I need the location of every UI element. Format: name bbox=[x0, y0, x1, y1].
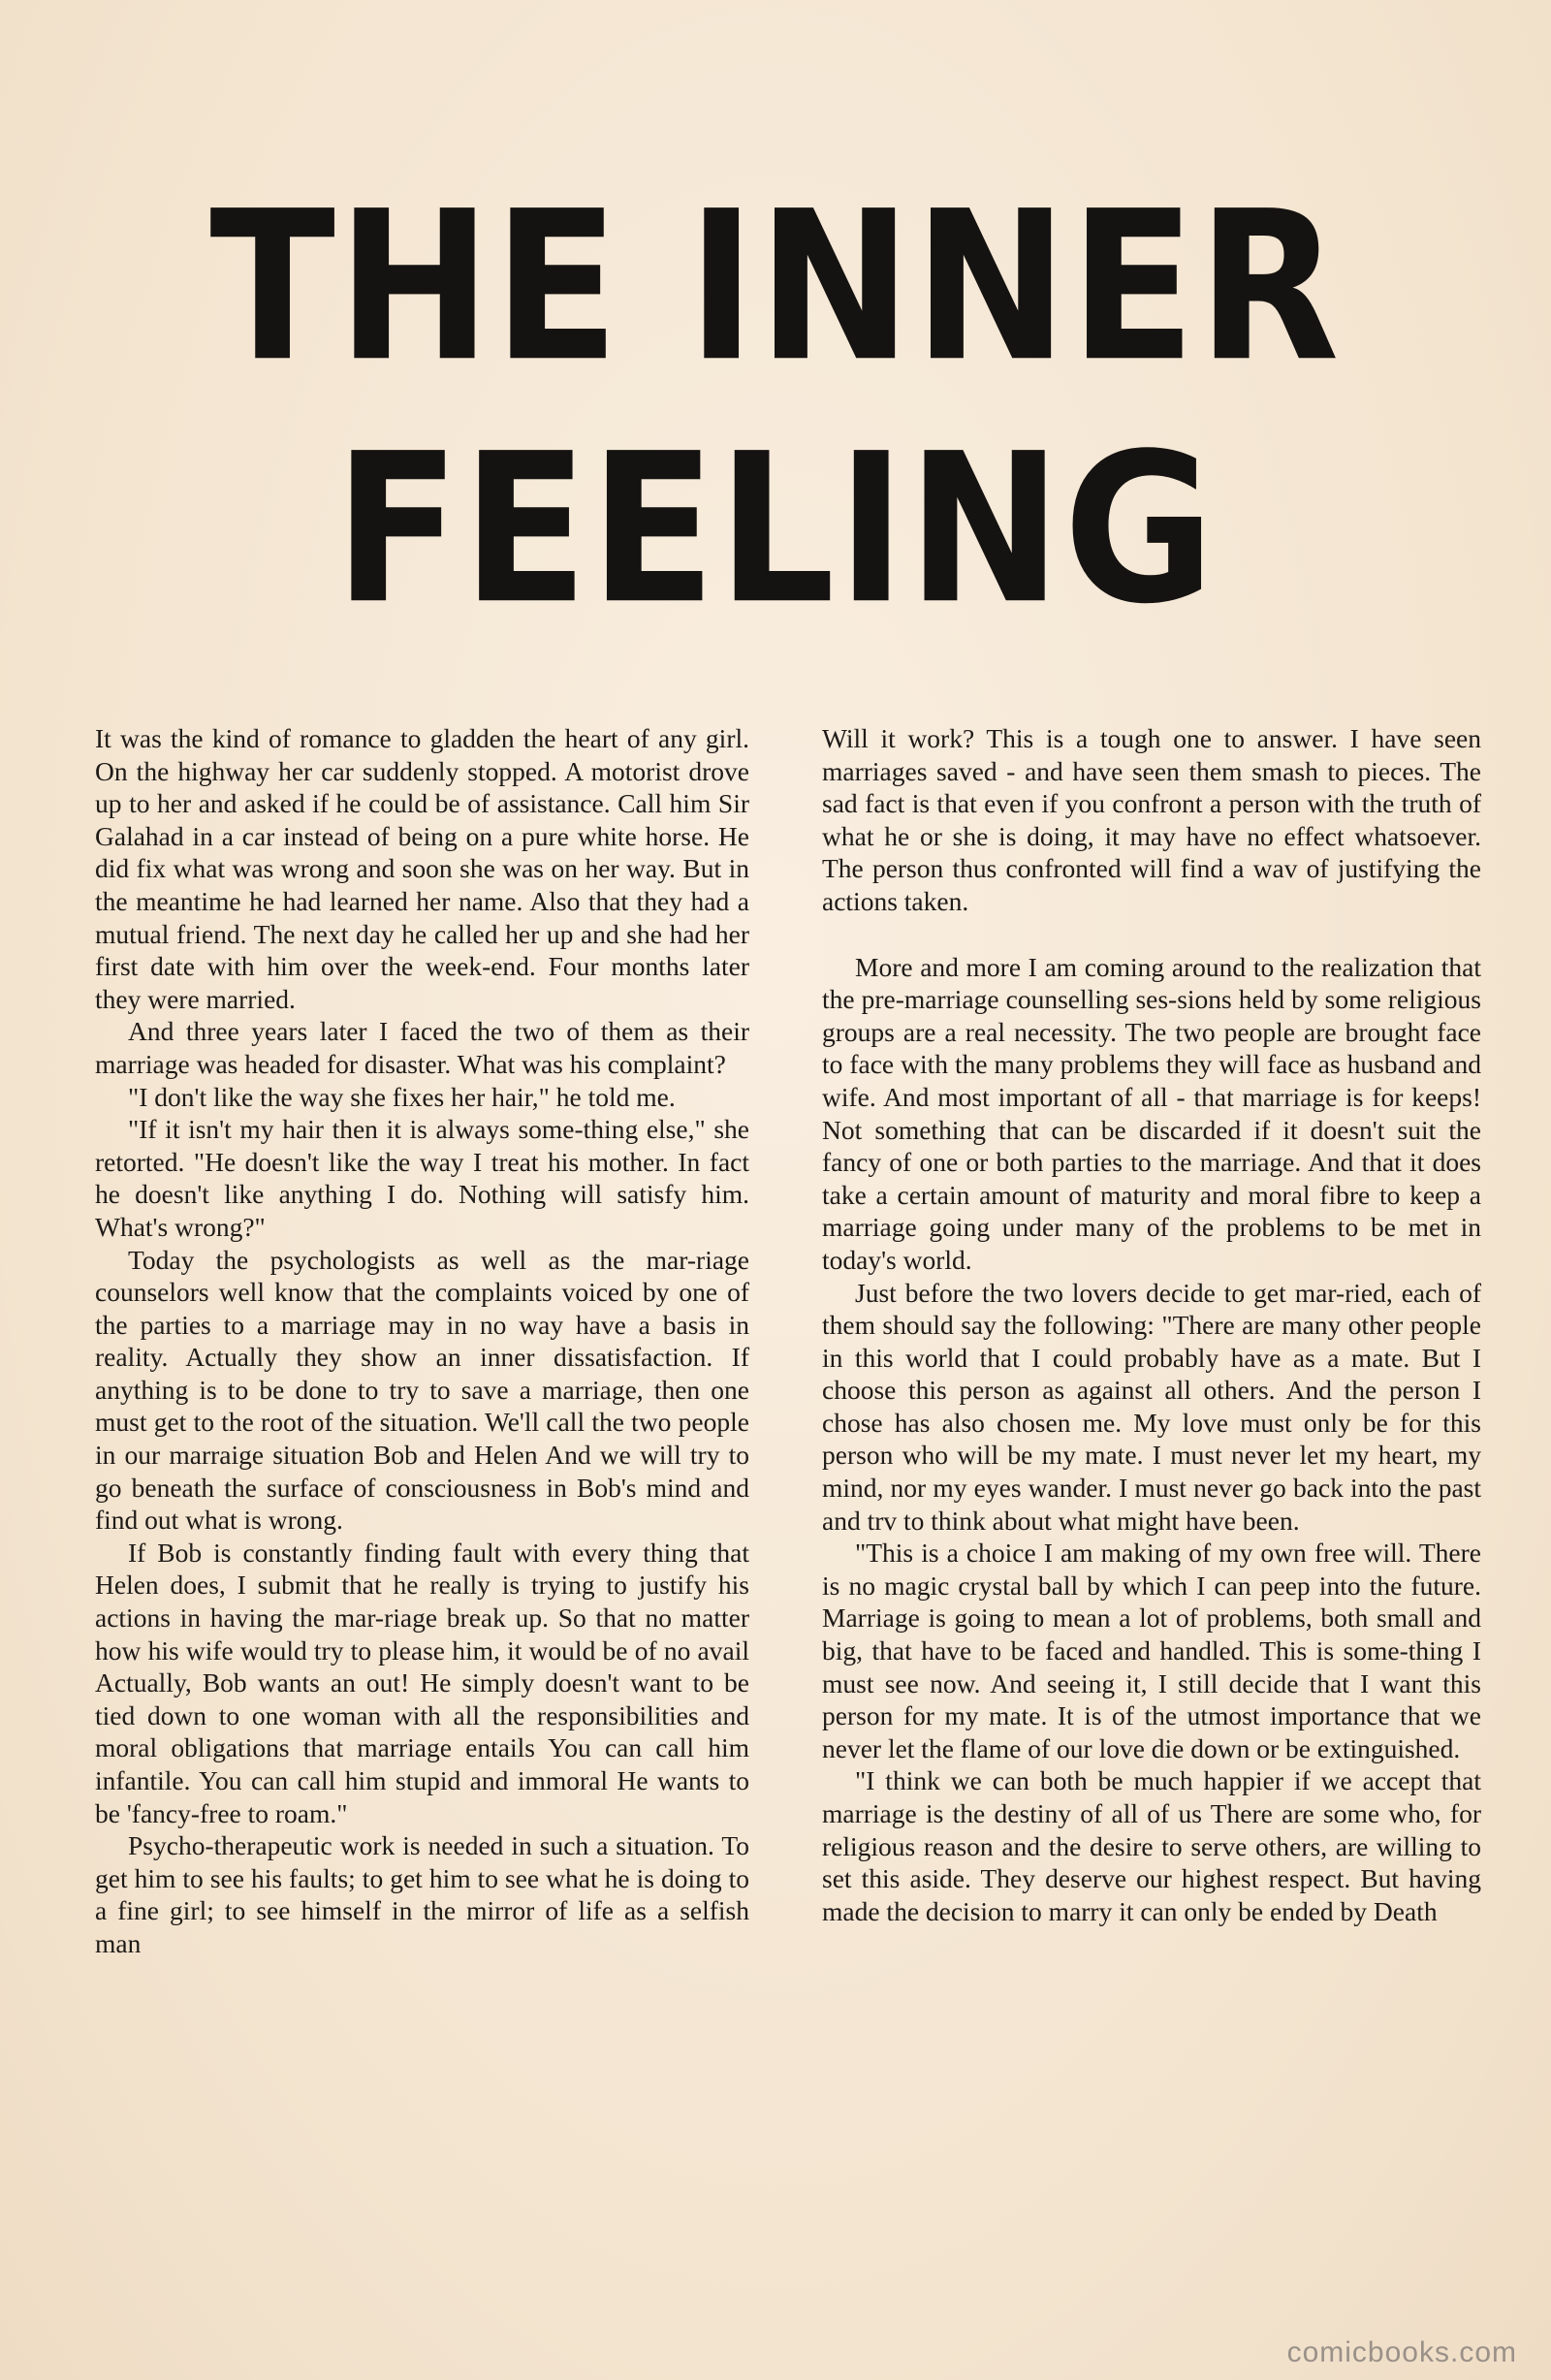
paragraph: "This is a choice I am making of my own free will. There is no magic crystal ball by which I can peep into the future. Marriage is going to mean a lot of problems, both small and big, that have to be faced and handled. This is some-thing I must see now. And seeing it, I still decide that I want this person for my mate. It is of the utmost importance that we never let the flame of our love die down or be extinguished. bbox=[822, 1538, 1481, 1763]
paragraph: "I think we can both be much happier if we accept that marriage is the destiny of all of us There are some who, for religious reason and the desire to serve others, are willing to set this aside. They deserve our highest respect. But having made the decision to marry it can only be ended by Death bbox=[822, 1765, 1481, 1926]
paragraph: And three years later I faced the two of them as their marriage was headed for disaster. What was his complaint? bbox=[95, 1016, 749, 1079]
paragraph: Just before the two lovers decide to get mar-ried, each of them should say the following: "There are many other people in this world that I could probably have as a mate. But I choose this person as against all others. And the person I chose has also chosen me. My love must only be for this person who will be my mate. I must never let my heart, my mind, nor my eyes wander. I must never go back into the past and trv to think about what might have been. bbox=[822, 1277, 1481, 1536]
paragraph: "I don't like the way she fixes her hair," he told me. bbox=[128, 1081, 676, 1112]
paragraph: If Bob is constantly finding fault with every thing that Helen does, I submit that he really is trying to justify his actions in having the mar-riage break up. So that no matter how his wife would try to please him, it would be of no avail Actually, Bob wants an out! He simply doesn't want to be tied down to one woman with all the responsibilities and moral obligations that marriage entails You can call him infantile. You can call him stupid and immoral He wants to be 'fancy-free to roam." bbox=[95, 1537, 749, 1828]
paragraph: More and more I am coming around to the realization that the pre-marriage counselling ses-sions held by some religious groups are a real necessity. The two people are brought face to face with the many problems they will face as husband and wife. And most important of all - that marriage is for keeps! Not something that can be discarded if it doesn't suit the fancy of one or both parties to the marriage. And that it does take a certain amount of maturity and moral fibre to keep a marriage going under many of the problems to be met in today's world. bbox=[822, 951, 1481, 1275]
paragraph: Will it work? This is a tough one to answer. I have seen marriages saved - and have seen them smash to pieces. The sad fact is that even if you confront a person with the truth of what he or she is doing, it may have no effect whatsoever. The person thus confronted will find a wav of justifying the actions taken. bbox=[822, 723, 1481, 916]
paragraph: Today the psychologists as well as the mar-riage counselors well know that the complaints voiced by one of the parties to a marriage may in no way have a basis in reality. Actually they show an inner dissatisfaction. If anything is to be done to try to save a marriage, then one must get to the root of the situation. We'll call the two people in our marraige situation Bob and Helen And we will try to go beneath the surface of consciousness in Bob's mind and find out what is wrong. bbox=[95, 1244, 749, 1536]
title-line-2: FEELING bbox=[333, 409, 1218, 650]
left-column bbox=[95, 722, 749, 1960]
paragraph: It was the kind of romance to gladden the heart of any girl. On the highway her car suddenly stopped. A motorist drove up to her and asked if he could be of assistance. Call him Sir Galahad in a car instead of being on a pure white horse. He did fix what was wrong and soon she was on her way. But in the meantime he had learned her name. Also that they had a mutual friend. The next day he called her up and she had her first date with him over the week-end. Four months later they were married. bbox=[95, 723, 749, 1014]
paragraph: Psycho-therapeutic work is needed in such a situation. To get him to see his faults; to get him to see what he is doing to a fine girl; to see himself in the mirror of life as a selfish man bbox=[95, 1830, 749, 1958]
title-line-1: THE INNER bbox=[209, 167, 1342, 407]
paragraph: "If it isn't my hair then it is always some-thing else," she retorted. "He doesn't like the way I treat his mother. In fact he doesn't like anything I do. Nothing will satisfy him. What's wrong?" bbox=[95, 1114, 749, 1242]
right-column bbox=[822, 722, 1481, 1927]
watermark: comicbooks.com bbox=[1286, 2336, 1517, 2368]
